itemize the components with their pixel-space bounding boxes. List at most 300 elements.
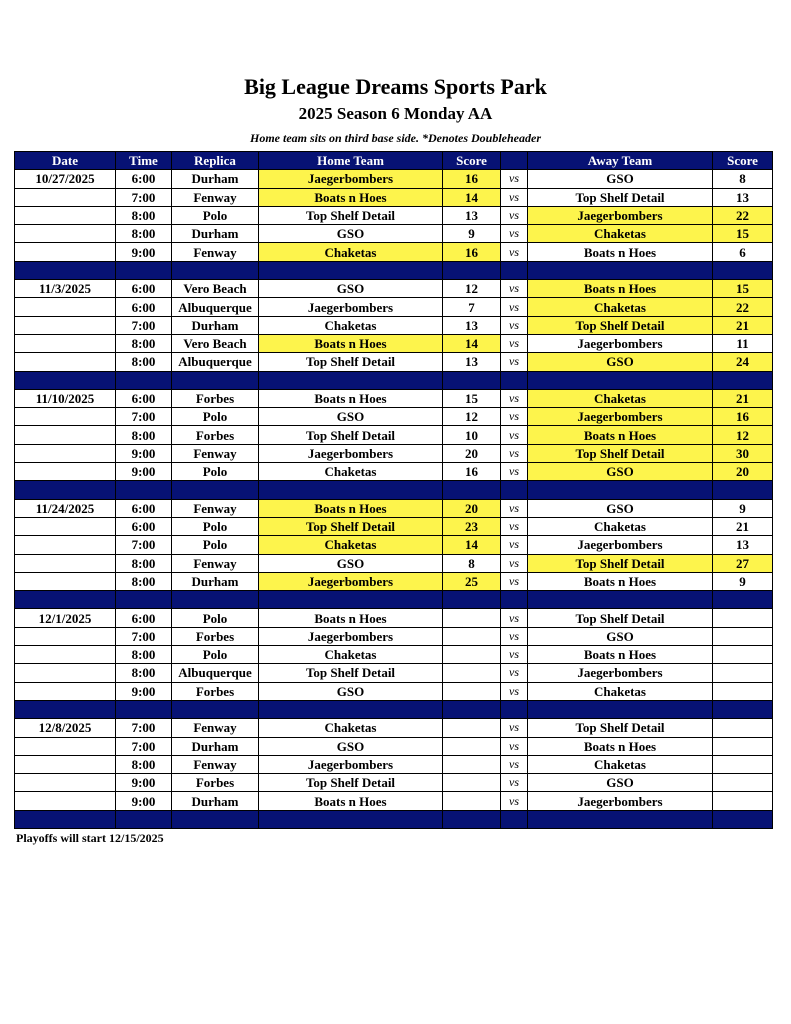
vs-cell: vs (501, 719, 528, 737)
game-row (15, 774, 773, 792)
separator-cell (443, 810, 501, 828)
date-cell: 11/10/2025 (15, 389, 116, 407)
replica-cell: Polo (172, 536, 259, 554)
home-score-cell (443, 664, 501, 682)
header-home-team: Home Team (259, 152, 443, 170)
home-team-cell: Top Shelf Detail (259, 517, 443, 535)
header-replica: Replica (172, 152, 259, 170)
replica-cell: Fenway (172, 554, 259, 572)
date-cell (15, 627, 116, 645)
separator-cell (116, 700, 172, 718)
vs-cell: vs (501, 627, 528, 645)
away-team-cell: Top Shelf Detail (528, 316, 713, 334)
away-team-cell: Chaketas (528, 517, 713, 535)
home-team-cell: GSO (259, 554, 443, 572)
vs-cell: vs (501, 426, 528, 444)
separator-cell (259, 591, 443, 609)
game-row (15, 389, 773, 407)
replica-cell: Polo (172, 408, 259, 426)
vs-cell: vs (501, 536, 528, 554)
game-row (15, 280, 773, 298)
away-team-cell: Boats n Hoes (528, 243, 713, 261)
time-cell: 9:00 (116, 243, 172, 261)
separator-cell (172, 481, 259, 499)
game-row (15, 243, 773, 261)
replica-cell: Albuquerque (172, 664, 259, 682)
home-team-cell: GSO (259, 408, 443, 426)
date-cell (15, 664, 116, 682)
replica-cell: Albuquerque (172, 298, 259, 316)
date-cell (15, 316, 116, 334)
game-row (15, 737, 773, 755)
home-team-cell: Top Shelf Detail (259, 206, 443, 224)
date-cell (15, 206, 116, 224)
away-team-cell: Chaketas (528, 682, 713, 700)
vs-cell: vs (501, 298, 528, 316)
home-score-cell: 9 (443, 225, 501, 243)
date-cell (15, 334, 116, 352)
separator-cell (713, 261, 773, 279)
away-team-cell: Top Shelf Detail (528, 554, 713, 572)
time-cell: 7:00 (116, 719, 172, 737)
game-row (15, 627, 773, 645)
separator-cell (15, 371, 116, 389)
away-team-cell: GSO (528, 463, 713, 481)
separator-cell (528, 700, 713, 718)
separator-cell (116, 371, 172, 389)
home-team-cell: Boats n Hoes (259, 334, 443, 352)
vs-cell: vs (501, 664, 528, 682)
home-score-cell: 23 (443, 517, 501, 535)
header-away-team: Away Team (528, 152, 713, 170)
date-cell (15, 572, 116, 590)
away-team-cell: Jaegerbombers (528, 792, 713, 810)
home-team-cell: Jaegerbombers (259, 755, 443, 773)
vs-cell: vs (501, 170, 528, 188)
replica-cell: Durham (172, 316, 259, 334)
time-cell: 7:00 (116, 536, 172, 554)
game-row (15, 499, 773, 517)
date-cell (15, 225, 116, 243)
home-score-cell: 20 (443, 499, 501, 517)
away-score-cell: 22 (713, 298, 773, 316)
game-row (15, 517, 773, 535)
vs-cell: vs (501, 463, 528, 481)
away-score-cell: 24 (713, 353, 773, 371)
date-cell (15, 554, 116, 572)
home-team-cell: Top Shelf Detail (259, 353, 443, 371)
away-team-cell: GSO (528, 170, 713, 188)
game-row (15, 664, 773, 682)
home-team-cell: Top Shelf Detail (259, 774, 443, 792)
separator-cell (501, 700, 528, 718)
away-score-cell (713, 792, 773, 810)
away-score-cell: 9 (713, 572, 773, 590)
home-score-cell: 14 (443, 188, 501, 206)
away-team-cell: Jaegerbombers (528, 408, 713, 426)
home-score-cell: 20 (443, 444, 501, 462)
separator-cell (116, 591, 172, 609)
home-team-cell: Chaketas (259, 243, 443, 261)
game-row (15, 353, 773, 371)
time-cell: 6:00 (116, 170, 172, 188)
away-score-cell: 6 (713, 243, 773, 261)
home-team-cell: Jaegerbombers (259, 627, 443, 645)
game-row (15, 536, 773, 554)
date-cell (15, 755, 116, 773)
replica-cell: Forbes (172, 682, 259, 700)
replica-cell: Forbes (172, 774, 259, 792)
replica-cell: Fenway (172, 499, 259, 517)
away-team-cell: GSO (528, 774, 713, 792)
away-team-cell: Chaketas (528, 755, 713, 773)
separator-cell (172, 810, 259, 828)
away-team-cell: Jaegerbombers (528, 664, 713, 682)
separator-cell (259, 481, 443, 499)
away-score-cell (713, 609, 773, 627)
vs-cell: vs (501, 517, 528, 535)
away-team-cell: Jaegerbombers (528, 206, 713, 224)
separator-cell (172, 700, 259, 718)
home-team-cell: Jaegerbombers (259, 170, 443, 188)
time-cell: 8:00 (116, 554, 172, 572)
away-team-cell: Boats n Hoes (528, 426, 713, 444)
away-team-cell: Boats n Hoes (528, 280, 713, 298)
home-score-cell: 7 (443, 298, 501, 316)
page-title: Big League Dreams Sports Park (244, 74, 547, 99)
away-score-cell: 20 (713, 463, 773, 481)
vs-cell: vs (501, 334, 528, 352)
away-team-cell: Top Shelf Detail (528, 609, 713, 627)
home-team-cell: Jaegerbombers (259, 572, 443, 590)
game-row (15, 170, 773, 188)
home-team-cell: Chaketas (259, 646, 443, 664)
time-cell: 7:00 (116, 737, 172, 755)
date-cell (15, 298, 116, 316)
separator-cell (501, 481, 528, 499)
replica-cell: Polo (172, 517, 259, 535)
separator-cell (15, 481, 116, 499)
date-cell (15, 426, 116, 444)
away-score-cell: 15 (713, 225, 773, 243)
away-team-cell: Top Shelf Detail (528, 719, 713, 737)
game-row (15, 609, 773, 627)
home-team-cell: GSO (259, 225, 443, 243)
separator-cell (116, 261, 172, 279)
home-team-cell: Boats n Hoes (259, 188, 443, 206)
time-cell: 8:00 (116, 664, 172, 682)
separator-cell (443, 371, 501, 389)
time-cell: 8:00 (116, 646, 172, 664)
time-cell: 6:00 (116, 389, 172, 407)
home-team-cell: Top Shelf Detail (259, 664, 443, 682)
away-score-cell: 21 (713, 517, 773, 535)
date-cell (15, 463, 116, 481)
game-row (15, 444, 773, 462)
away-team-cell: GSO (528, 353, 713, 371)
away-score-cell (713, 719, 773, 737)
separator-cell (259, 810, 443, 828)
time-cell: 8:00 (116, 755, 172, 773)
replica-cell: Polo (172, 206, 259, 224)
header-away-score: Score (713, 152, 773, 170)
replica-cell: Durham (172, 737, 259, 755)
game-row (15, 646, 773, 664)
time-cell: 6:00 (116, 280, 172, 298)
separator-cell (713, 591, 773, 609)
replica-cell: Durham (172, 572, 259, 590)
separator-cell (528, 810, 713, 828)
home-team-cell: Chaketas (259, 316, 443, 334)
home-team-cell: Boats n Hoes (259, 389, 443, 407)
time-cell: 9:00 (116, 463, 172, 481)
replica-cell: Polo (172, 646, 259, 664)
date-cell (15, 408, 116, 426)
away-team-cell: Top Shelf Detail (528, 188, 713, 206)
home-score-cell (443, 792, 501, 810)
replica-cell: Forbes (172, 627, 259, 645)
week-separator-row (15, 591, 773, 609)
vs-cell: vs (501, 408, 528, 426)
away-team-cell: GSO (528, 499, 713, 517)
home-team-cell: Boats n Hoes (259, 499, 443, 517)
home-score-cell (443, 755, 501, 773)
week-separator-row (15, 481, 773, 499)
date-cell: 11/24/2025 (15, 499, 116, 517)
separator-cell (443, 261, 501, 279)
home-score-cell: 13 (443, 353, 501, 371)
replica-cell: Durham (172, 170, 259, 188)
home-team-cell: Chaketas (259, 536, 443, 554)
replica-cell: Vero Beach (172, 334, 259, 352)
time-cell: 8:00 (116, 353, 172, 371)
separator-cell (713, 810, 773, 828)
vs-cell: vs (501, 353, 528, 371)
home-score-cell: 10 (443, 426, 501, 444)
schedule-table (14, 151, 773, 829)
vs-cell: vs (501, 316, 528, 334)
date-cell (15, 243, 116, 261)
separator-cell (443, 591, 501, 609)
game-row (15, 792, 773, 810)
away-score-cell (713, 664, 773, 682)
separator-cell (259, 700, 443, 718)
home-score-cell (443, 737, 501, 755)
replica-cell: Fenway (172, 755, 259, 773)
time-cell: 9:00 (116, 774, 172, 792)
date-cell (15, 517, 116, 535)
date-cell (15, 353, 116, 371)
separator-cell (443, 700, 501, 718)
separator-cell (713, 481, 773, 499)
vs-cell: vs (501, 206, 528, 224)
away-score-cell: 15 (713, 280, 773, 298)
separator-cell (501, 371, 528, 389)
date-cell (15, 682, 116, 700)
away-team-cell: Chaketas (528, 389, 713, 407)
week-separator-row (15, 371, 773, 389)
time-cell: 7:00 (116, 188, 172, 206)
game-row (15, 755, 773, 773)
away-score-cell: 22 (713, 206, 773, 224)
date-cell: 12/8/2025 (15, 719, 116, 737)
home-score-cell (443, 646, 501, 664)
separator-cell (443, 481, 501, 499)
away-score-cell: 11 (713, 334, 773, 352)
time-cell: 6:00 (116, 298, 172, 316)
date-cell (15, 188, 116, 206)
away-team-cell: Boats n Hoes (528, 737, 713, 755)
time-cell: 7:00 (116, 408, 172, 426)
vs-cell: vs (501, 280, 528, 298)
home-score-cell: 12 (443, 280, 501, 298)
away-team-cell: Jaegerbombers (528, 536, 713, 554)
time-cell: 7:00 (116, 627, 172, 645)
home-team-cell: Boats n Hoes (259, 792, 443, 810)
away-team-cell: Boats n Hoes (528, 646, 713, 664)
away-score-cell: 13 (713, 536, 773, 554)
away-score-cell (713, 682, 773, 700)
away-score-cell (713, 774, 773, 792)
away-team-cell: Jaegerbombers (528, 334, 713, 352)
time-cell: 6:00 (116, 517, 172, 535)
replica-cell: Polo (172, 609, 259, 627)
separator-cell (15, 810, 116, 828)
game-row (15, 316, 773, 334)
separator-cell (172, 591, 259, 609)
away-score-cell (713, 646, 773, 664)
week-separator-row (15, 261, 773, 279)
away-team-cell: GSO (528, 627, 713, 645)
home-score-cell: 25 (443, 572, 501, 590)
game-row (15, 554, 773, 572)
vs-cell: vs (501, 609, 528, 627)
time-cell: 8:00 (116, 334, 172, 352)
away-score-cell: 21 (713, 389, 773, 407)
replica-cell: Polo (172, 463, 259, 481)
time-cell: 8:00 (116, 206, 172, 224)
separator-cell (116, 481, 172, 499)
separator-cell (501, 591, 528, 609)
home-team-cell: Jaegerbombers (259, 444, 443, 462)
home-team-cell: Boats n Hoes (259, 609, 443, 627)
away-score-cell: 16 (713, 408, 773, 426)
date-cell (15, 792, 116, 810)
separator-cell (116, 810, 172, 828)
home-score-cell (443, 609, 501, 627)
away-score-cell: 12 (713, 426, 773, 444)
date-cell (15, 646, 116, 664)
header-row (15, 152, 773, 170)
away-score-cell: 21 (713, 316, 773, 334)
time-cell: 6:00 (116, 609, 172, 627)
date-cell: 10/27/2025 (15, 170, 116, 188)
away-score-cell (713, 755, 773, 773)
vs-cell: vs (501, 682, 528, 700)
separator-cell (15, 591, 116, 609)
home-score-cell: 14 (443, 536, 501, 554)
vs-cell: vs (501, 225, 528, 243)
vs-cell: vs (501, 646, 528, 664)
date-cell: 12/1/2025 (15, 609, 116, 627)
home-score-cell: 15 (443, 389, 501, 407)
page-note: Home team sits on third base side. *Denotes Doubleheader (250, 131, 541, 145)
away-score-cell (713, 737, 773, 755)
home-score-cell: 16 (443, 243, 501, 261)
home-score-cell (443, 682, 501, 700)
away-team-cell: Chaketas (528, 225, 713, 243)
separator-cell (528, 591, 713, 609)
away-team-cell: Chaketas (528, 298, 713, 316)
home-team-cell: GSO (259, 682, 443, 700)
vs-cell: vs (501, 774, 528, 792)
time-cell: 8:00 (116, 572, 172, 590)
separator-cell (501, 810, 528, 828)
replica-cell: Fenway (172, 243, 259, 261)
time-cell: 9:00 (116, 682, 172, 700)
time-cell: 8:00 (116, 225, 172, 243)
header-time: Time (116, 152, 172, 170)
away-score-cell: 9 (713, 499, 773, 517)
home-team-cell: Chaketas (259, 719, 443, 737)
separator-cell (15, 261, 116, 279)
playoffs-note: Playoffs will start 12/15/2025 (16, 831, 164, 845)
date-cell (15, 737, 116, 755)
page-subtitle: 2025 Season 6 Monday AA (298, 104, 493, 123)
vs-cell: vs (501, 792, 528, 810)
vs-cell: vs (501, 755, 528, 773)
home-score-cell (443, 719, 501, 737)
replica-cell: Fenway (172, 188, 259, 206)
away-score-cell: 30 (713, 444, 773, 462)
home-score-cell: 12 (443, 408, 501, 426)
vs-cell: vs (501, 554, 528, 572)
game-row (15, 719, 773, 737)
separator-cell (259, 261, 443, 279)
separator-cell (528, 371, 713, 389)
date-cell (15, 774, 116, 792)
home-score-cell: 8 (443, 554, 501, 572)
home-team-cell: Chaketas (259, 463, 443, 481)
away-score-cell: 13 (713, 188, 773, 206)
home-score-cell: 13 (443, 316, 501, 334)
home-score-cell: 16 (443, 463, 501, 481)
vs-cell: vs (501, 188, 528, 206)
header-home-score: Score (443, 152, 501, 170)
week-separator-row (15, 810, 773, 828)
away-team-cell: Boats n Hoes (528, 572, 713, 590)
separator-cell (713, 700, 773, 718)
date-cell: 11/3/2025 (15, 280, 116, 298)
away-score-cell (713, 627, 773, 645)
schedule-body (15, 170, 773, 829)
vs-cell: vs (501, 243, 528, 261)
game-row (15, 206, 773, 224)
home-score-cell: 13 (443, 206, 501, 224)
time-cell: 9:00 (116, 444, 172, 462)
game-row (15, 426, 773, 444)
replica-cell: Fenway (172, 719, 259, 737)
separator-cell (713, 371, 773, 389)
header-vs (501, 152, 528, 170)
game-row (15, 298, 773, 316)
home-score-cell: 14 (443, 334, 501, 352)
game-row (15, 572, 773, 590)
away-score-cell: 27 (713, 554, 773, 572)
replica-cell: Durham (172, 225, 259, 243)
replica-cell: Albuquerque (172, 353, 259, 371)
home-score-cell (443, 627, 501, 645)
